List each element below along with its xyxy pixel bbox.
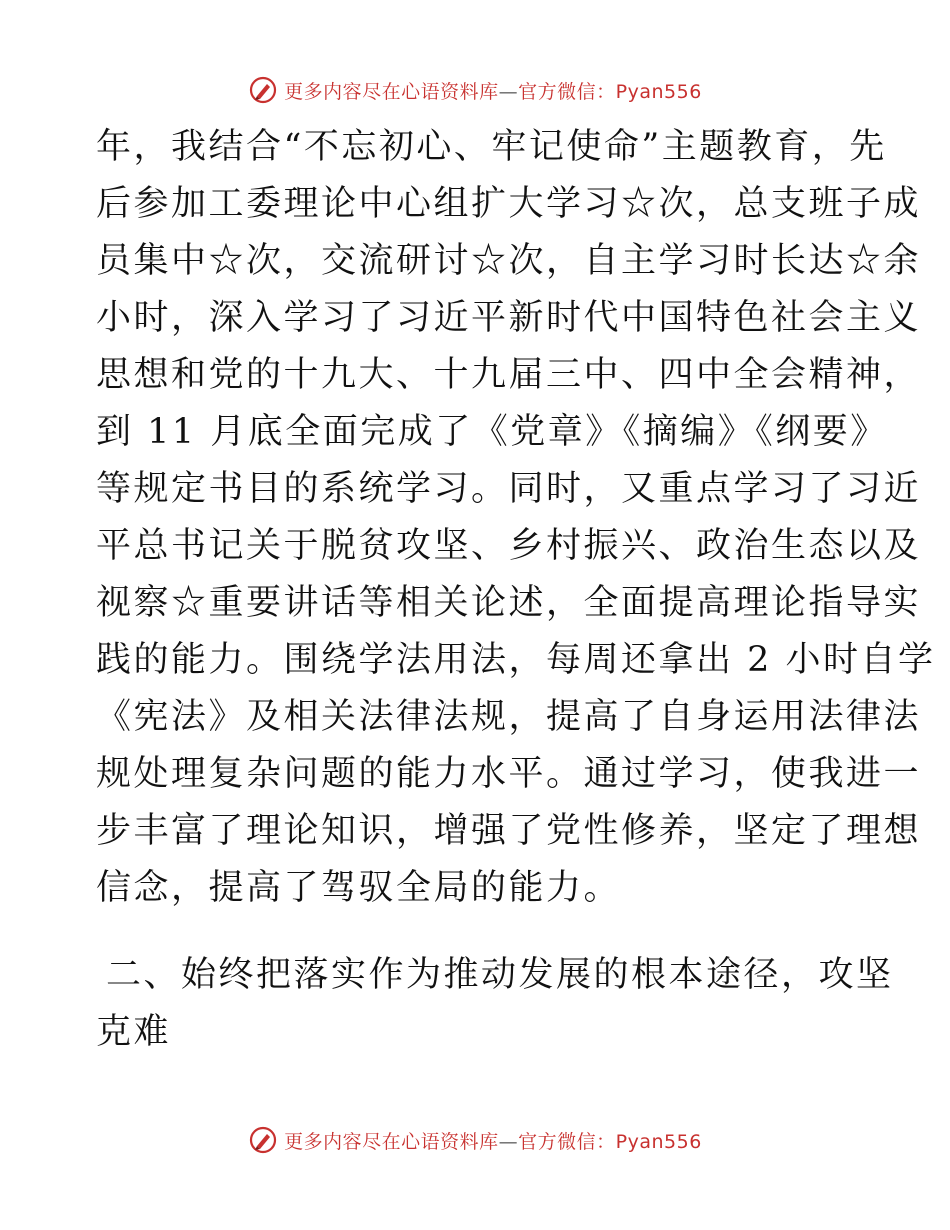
header-banner-wechat: 官方微信：Pyan556 [518,80,702,103]
paragraph-line: 等规定书目的系统学习。同时，又重点学习了习近 [96,469,922,509]
paragraph [96,119,936,917]
paragraph-line: 员集中☆次，交流研讨☆次，自主学习时长达☆余 [96,241,922,281]
document-body [96,119,936,1061]
paragraph-line: 年，我结合“不忘初心、牢记使命”主题教育，先 [96,127,887,167]
header-banner-title: 更多内容尽在心语资料库 [284,80,499,103]
section-heading [96,947,894,1004]
paragraph-line: 《宪法》及相关法律法规，提高了自身运用法律法 [96,697,922,737]
header-banner-text [284,77,702,104]
header-banner [0,70,950,110]
paragraph-line: 视察☆重要讲话等相关论述，全面提高理论指导实 [96,583,922,623]
section-heading-line: 二、始终把落实作为推动发展的根本途径，攻坚 [106,955,894,995]
paragraph-line: 后参加工委理论中心组扩大学习☆次，总支班子成 [96,184,922,224]
header-banner-dash: — [498,80,519,103]
paragraph-line: 到 11 月底全面完成了《党章》《摘编》《纲要》 [96,412,888,452]
footer-banner [0,1120,950,1160]
paragraph-line: 规处理复杂问题的能力水平。通过学习，使我进一 [96,754,922,794]
paragraph-line: 思想和党的十九大、十九届三中、四中全会精神， [96,355,922,395]
footer-banner-text [284,1127,702,1154]
paragraph-line: 小时，深入学习了习近平新时代中国特色社会主义 [96,298,922,338]
paragraph-line: 步丰富了理论知识，增强了党性修养，坚定了理想 [96,811,922,851]
footer-banner-wechat: 官方微信：Pyan556 [518,1130,702,1153]
footer-banner-title: 更多内容尽在心语资料库 [284,1130,499,1153]
pen-logo-icon [248,75,278,105]
pen-logo-icon [248,1125,278,1155]
paragraph-line: 信念，提高了驾驭全局的能力。 [96,868,622,908]
paragraph-line: 平总书记关于脱贫攻坚、乡村振兴、政治生态以及 [96,526,922,566]
footer-banner-dash: — [498,1130,519,1153]
paragraph-line: 践的能力。围绕学法用法，每周还拿出 2 小时自学 [96,640,936,680]
section-heading-line: 克难 [96,1012,172,1052]
